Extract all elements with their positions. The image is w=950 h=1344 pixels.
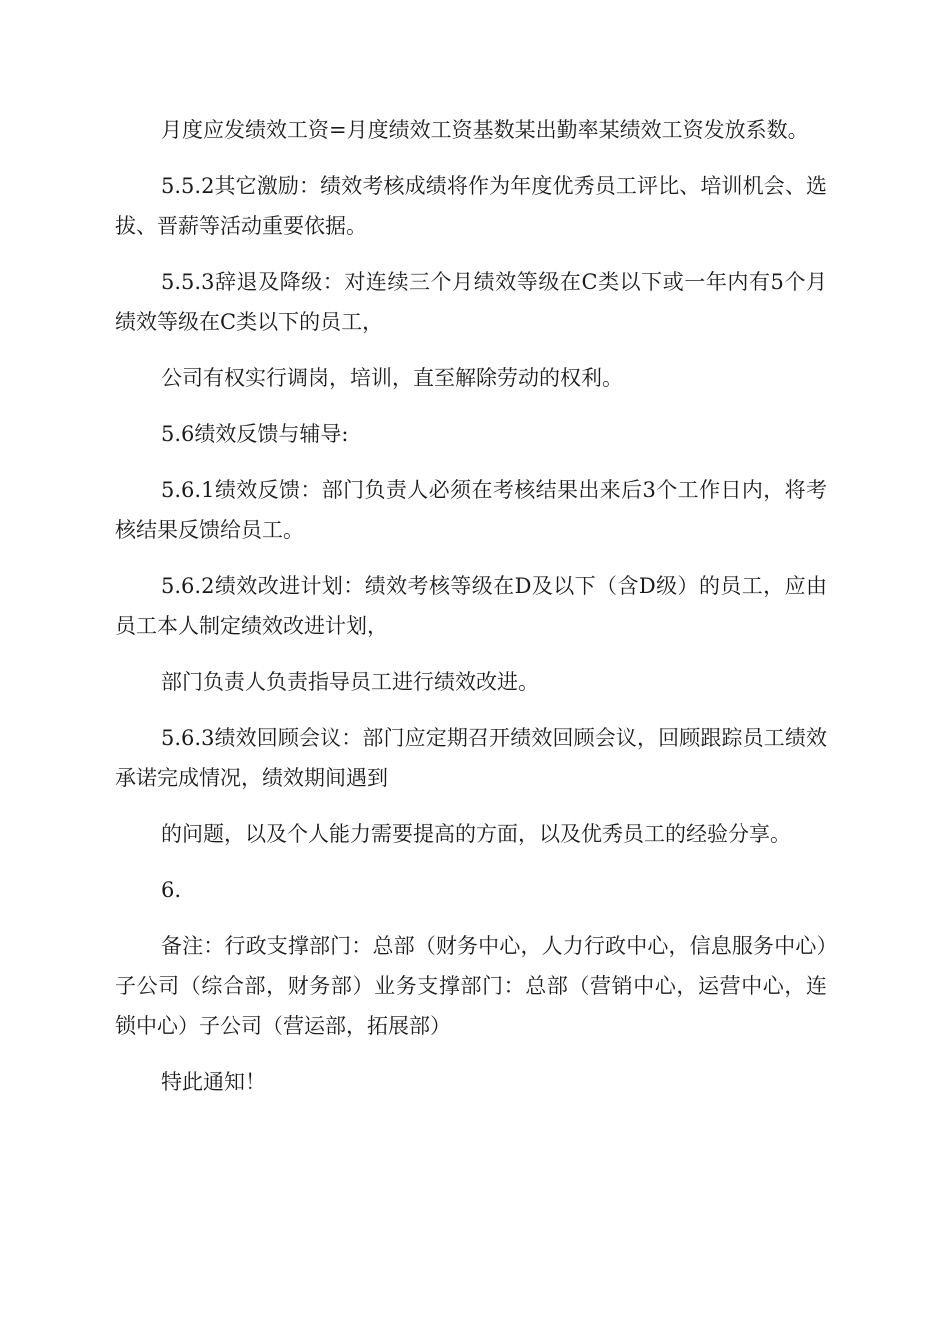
paragraph-section-6: 6. <box>161 878 182 902</box>
paragraph-notice-closing: 特此通知！ <box>161 1070 266 1094</box>
paragraph-5-5-2-other-incentives: 5.5.2其它激励：绩效考核成绩将作为年度优秀员工评比、培训机会、选拔、晋薪等活动重要依据。 <box>115 174 827 238</box>
paragraph-company-rights: 公司有权实行调岗，培训，直至解除劳动的权利。 <box>161 366 623 390</box>
paragraph-5-5-3-dismissal-demotion: 5.5.3辞退及降级：对连续三个月绩效等级在C类以下或一年内有5个月绩效等级在C类以下的员工， <box>115 270 827 334</box>
paragraph-remarks: 备注：行政支撑部门：总部（财务中心，人力行政中心，信息服务中心）子公司（综合部，财务部）业务支撑部门：总部（营销中心，运营中心，连锁中心）子公司（营运部，拓展部） <box>115 934 827 1038</box>
paragraph-review-topics: 的问题，以及个人能力需要提高的方面，以及优秀员工的经验分享。 <box>161 822 791 846</box>
paragraph-5-6-3-review-meeting: 5.6.3绩效回顾会议：部门应定期召开绩效回顾会议，回顾跟踪员工绩效承诺完成情况，绩效期间遇到 <box>115 726 827 790</box>
paragraph-performance-pay-formula: 月度应发绩效工资=月度绩效工资基数某出勤率某绩效工资发放系数。 <box>161 118 809 142</box>
paragraph-department-guidance: 部门负责人负责指导员工进行绩效改进。 <box>161 670 539 694</box>
document-body <box>115 110 827 1118</box>
paragraph-5-6-2-improvement-plan: 5.6.2绩效改进计划：绩效考核等级在D及以下（含D级）的员工，应由员工本人制定绩效改进计划， <box>115 574 827 638</box>
paragraph-5-6-heading: 5.6绩效反馈与辅导: <box>161 422 349 446</box>
paragraph-5-6-1-feedback: 5.6.1绩效反馈：部门负责人必须在考核结果出来后3个工作日内，将考核结果反馈给员工。 <box>115 478 827 542</box>
